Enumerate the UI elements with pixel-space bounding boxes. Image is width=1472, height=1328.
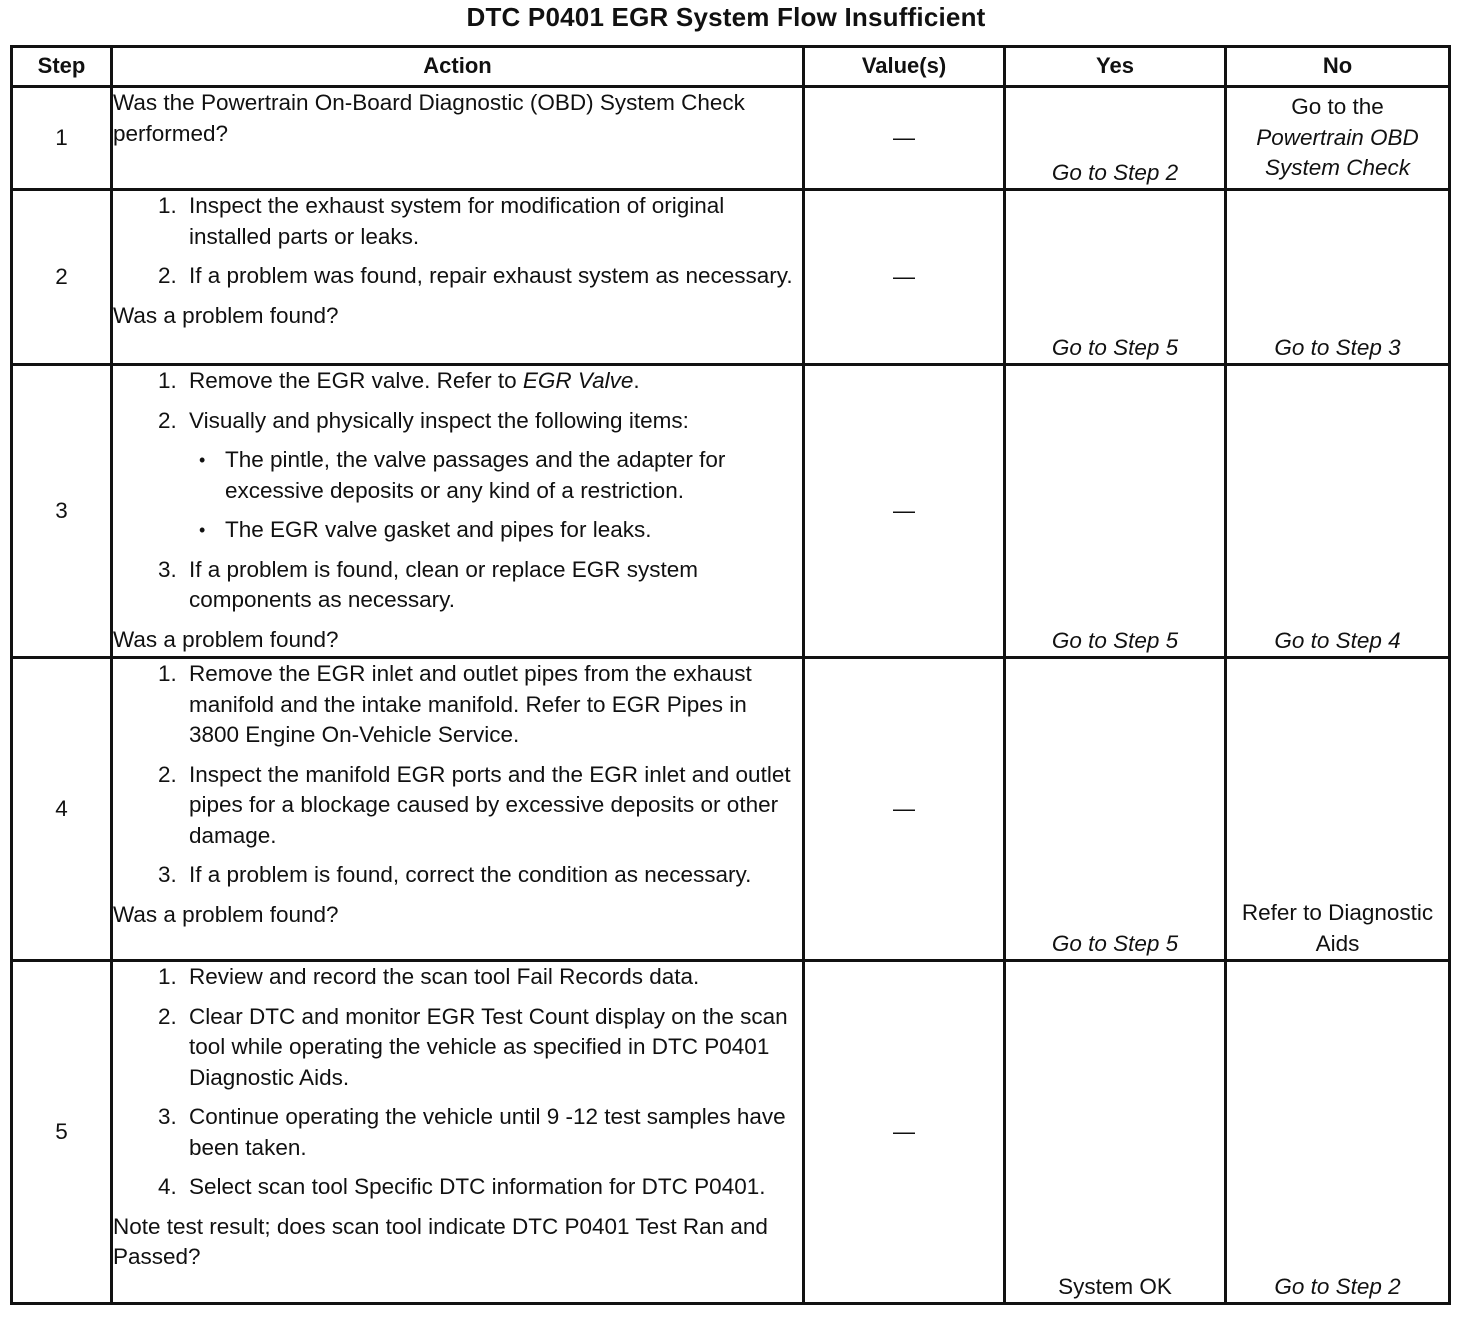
yes-cell: Go to Step 5: [1005, 190, 1226, 365]
value-cell: [804, 961, 1005, 1304]
action-item: 1. Inspect the exhaust system for modification of original installed parts or leaks.: [183, 191, 802, 252]
no-cell-link: Powertrain OBD System Check: [1256, 124, 1419, 180]
action-question: Was a problem found?: [113, 302, 339, 328]
yes-cell: Go to Step 2: [1005, 87, 1226, 190]
no-cell: Refer to Diagnostic Aids: [1226, 658, 1450, 961]
action-question: Was a problem found?: [113, 901, 339, 927]
action-item: 3. If a problem is found, correct the condition as necessary.: [183, 860, 802, 891]
action-cell: [112, 87, 804, 190]
action-item: 3. If a problem is found, clean or replace EGR system components as necessary.: [183, 555, 802, 616]
header-yes: Yes: [1005, 47, 1226, 87]
value-cell: [804, 365, 1005, 658]
dtc-table: [10, 45, 1451, 1305]
table-row: [12, 658, 1450, 961]
action-cell: [112, 190, 804, 365]
value-dash: —: [893, 795, 915, 821]
action-question: Note test result; does scan tool indicate DTC P0401 Test Ran and Passed?: [113, 1213, 768, 1269]
action-item-text: Visually and physically inspect the following items:: [189, 407, 689, 433]
header-values: Value(s): [804, 47, 1005, 87]
step-number: 4: [12, 658, 112, 961]
value-dash: —: [893, 263, 915, 289]
action-list: [113, 366, 802, 616]
no-cell: [1226, 87, 1450, 190]
no-cell-line1: Go to the: [1291, 94, 1384, 119]
value-cell: [804, 87, 1005, 190]
value-cell: [804, 658, 1005, 961]
yes-cell: Go to Step 5: [1005, 658, 1226, 961]
action-item: 1. Review and record the scan tool Fail Records data.: [183, 962, 802, 993]
yes-cell: Go to Step 5: [1005, 365, 1226, 658]
action-item-suffix: .: [633, 368, 640, 393]
action-cell: [112, 961, 804, 1304]
value-dash: —: [893, 497, 915, 523]
inspection-bullets: [189, 445, 802, 546]
action-item: 4. Select scan tool Specific DTC information for DTC P0401.: [183, 1172, 802, 1203]
action-item: 2. Clear DTC and monitor EGR Test Count display on the scan tool while operating the vehicle as specified in DTC P0401 Diagnostic Aids.: [183, 1002, 802, 1094]
value-cell: [804, 190, 1005, 365]
no-cell: Go to Step 4: [1226, 365, 1450, 658]
action-item: 3. Continue operating the vehicle until 9 -12 test samples have been taken.: [183, 1102, 802, 1163]
step-number: 2: [12, 190, 112, 365]
page-title: DTC P0401 EGR System Flow Insufficient: [466, 2, 986, 32]
table-row: [12, 365, 1450, 658]
table-row: [12, 190, 1450, 365]
header-step: Step: [12, 47, 112, 87]
value-dash: —: [893, 124, 915, 150]
header-no: No: [1226, 47, 1450, 87]
action-item: [183, 366, 802, 397]
action-item: 1. Remove the EGR inlet and outlet pipes from the exhaust manifold and the intake manifold. Refer to EGR Pipes in 3800 Engine On-Vehicle Service.: [183, 659, 802, 751]
step-number: 3: [12, 365, 112, 658]
action-item: 2. Inspect the manifold EGR ports and the EGR inlet and outlet pipes for a blockage caused by excessive deposits or other damage.: [183, 760, 802, 852]
bullet-item: • The EGR valve gasket and pipes for leaks.: [217, 515, 802, 546]
no-cell: Go to Step 2: [1226, 961, 1450, 1304]
action-cell: [112, 658, 804, 961]
action-item: 2. If a problem was found, repair exhaust system as necessary.: [183, 261, 802, 292]
action-list: [113, 962, 802, 1203]
yes-cell: System OK: [1005, 961, 1226, 1304]
step-number: 1: [12, 87, 112, 190]
value-dash: —: [893, 1118, 915, 1144]
header-row: [12, 47, 1450, 87]
no-cell: Go to Step 3: [1226, 190, 1450, 365]
action-item-text: Remove the EGR valve. Refer to: [189, 368, 523, 393]
bullet-item: • The pintle, the valve passages and the adapter for excessive deposits or any kind of a restriction.: [217, 445, 802, 506]
step-number: 5: [12, 961, 112, 1304]
table-row: [12, 87, 1450, 190]
action-list: [113, 659, 802, 891]
action-list: [113, 191, 802, 292]
header-action: Action: [112, 47, 804, 87]
action-question: Was a problem found?: [113, 626, 339, 652]
table-row: [12, 961, 1450, 1304]
egr-valve-reference: EGR Valve: [522, 368, 634, 393]
action-item: [183, 406, 802, 546]
action-question: Was the Powertrain On-Board Diagnostic (OBD) System Check performed?: [113, 90, 745, 146]
action-cell: [112, 365, 804, 658]
